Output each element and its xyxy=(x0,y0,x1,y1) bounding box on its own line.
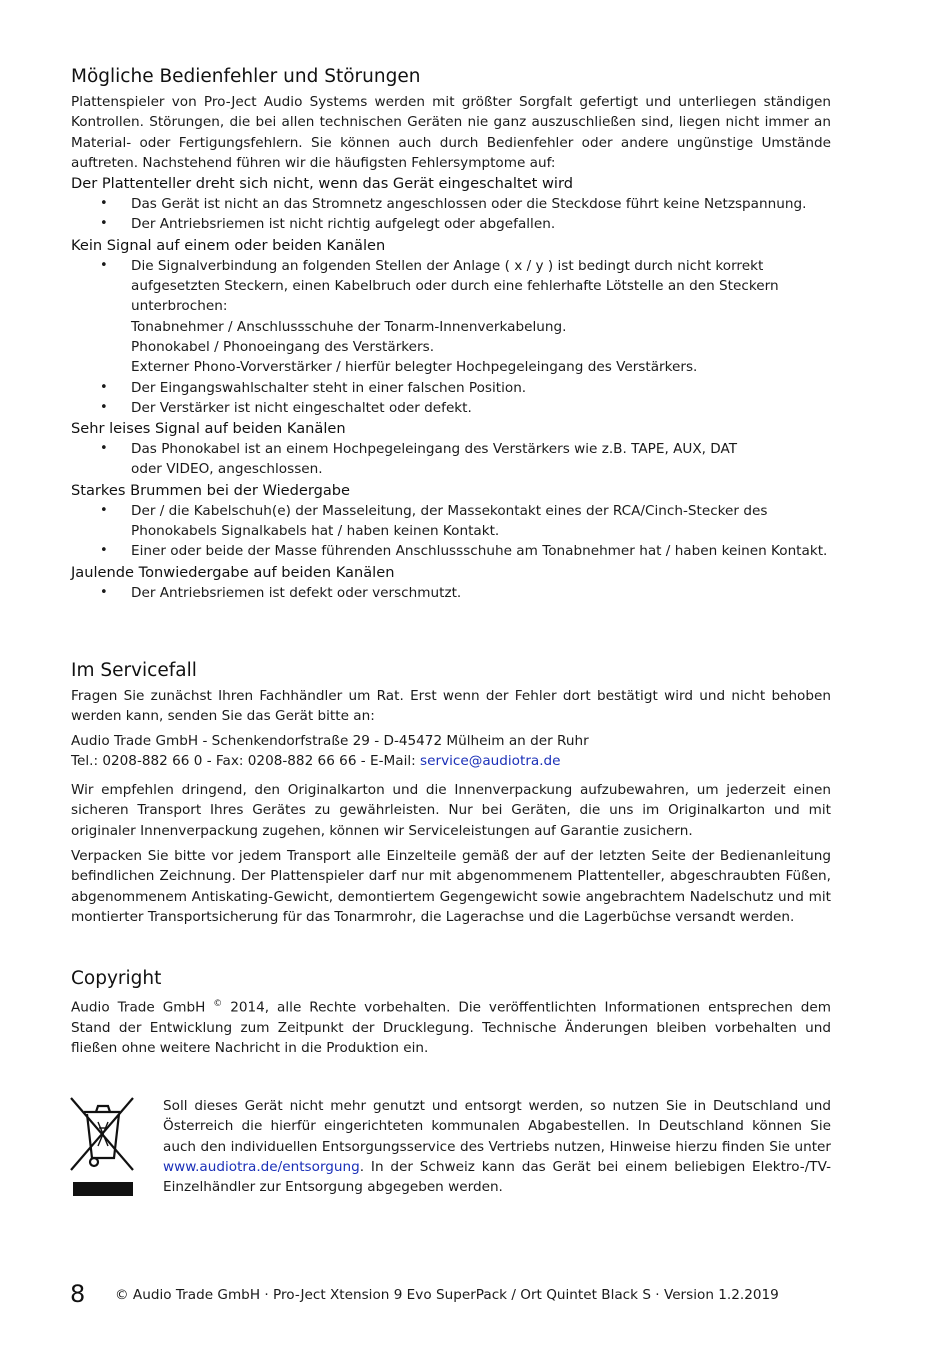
service-contact xyxy=(71,751,831,771)
cause-item xyxy=(71,398,831,418)
cause-item-line: • Der Verstärker ist nicht eingeschaltet oder defekt. xyxy=(131,399,472,416)
page-content xyxy=(71,66,831,1057)
cause-list xyxy=(71,583,831,603)
problem-list xyxy=(71,173,831,603)
cause-item xyxy=(71,194,831,214)
cause-item-line: Tonabnehmer / Anschlussschuhe der Tonarm-Innenverkabelung. xyxy=(131,318,567,335)
contact-text: Tel.: 0208-882 66 0 - Fax: 0208-882 66 66 - E-Mail: xyxy=(71,752,421,769)
cause-item xyxy=(71,256,831,378)
cause-item xyxy=(71,541,831,561)
cause-item-line: • Einer oder beide der Masse führenden Anschlussschuhe am Tonabnehmer hat / haben keinen Kontakt. xyxy=(131,543,828,560)
cause-item xyxy=(71,214,831,234)
page-footer xyxy=(70,1280,870,1310)
cause-item xyxy=(71,583,831,603)
copyright-symbol: © xyxy=(213,999,223,1009)
cause-item-line: oder VIDEO, angeschlossen. xyxy=(131,461,323,478)
problem-heading: Jaulende Tonwiedergabe auf beiden Kanälen xyxy=(71,563,395,581)
copyright-body: 2014, alle Rechte vorbehalten. Die veröffentlichten Informationen entsprechen dem Stand der Entwicklung zum Zeitpunkt der Drucklegung. Technische Änderungen bleiben vorbehalten und fließen ohne weitere Nachricht in die Produktion ein. xyxy=(71,999,831,1057)
cause-list xyxy=(71,194,831,235)
troubleshooting-section xyxy=(71,66,831,603)
disposal-notice xyxy=(68,1094,833,1204)
troubleshooting-title: Mögliche Bedienfehler und Störungen xyxy=(71,66,421,87)
problem-heading: Starkes Brummen bei der Wiedergabe xyxy=(71,481,351,499)
cause-item-line: • Das Phonokabel ist an einem Hochpegeleingang des Verstärkers wie z.B. TAPE, AUX, DAT xyxy=(131,441,738,458)
disposal-text xyxy=(163,1096,831,1197)
service-email-link[interactable]: service@audiotra.de xyxy=(420,752,561,769)
cause-item xyxy=(71,378,831,398)
service-packaging-note: Wir empfehlen dringend, den Originalkarton und die Innenverpackung aufzubewahren, um jederzeit einen sicheren Transport Ihres Gerätes zu gewährleisten. Nur bei Geräten, die uns im Originalkarton und mit originaler Innenverpackung zugehen, können wir Serviceleistungen auf Garantie zusichern. xyxy=(71,782,831,839)
service-intro: Fragen Sie zunächst Ihren Fachhändler um Rat. Erst wenn der Fehler dort bestätigt wird und nicht behoben werden kann, senden Sie das Gerät bitte an: xyxy=(71,688,831,725)
cause-item xyxy=(71,439,831,480)
cause-item-line: • Die Signalverbindung an folgenden Stellen der Anlage ( x / y ) ist bedingt durch nicht korrekt xyxy=(131,257,764,274)
troubleshooting-intro: Plattenspieler von Pro-Ject Audio Systems werden mit größter Sorgfalt gefertigt und unterliegen ständigen Kontrollen. Störungen, die bei allen technischen Geräten nie ganz auszuschließen sind, liegen nicht immer an Material- oder Fertigungsfehlern. Sie können auch durch Bedienfehler oder andere ungünstige Umstände auftreten. Nachstehend führen wir die häufigsten Fehlersymptome auf: xyxy=(71,94,831,171)
cause-item-line: Externer Phono-Vorverstärker / hierfür belegter Hochpegeleingang des Verstärkers. xyxy=(131,359,698,376)
disposal-link[interactable]: www.audiotra.de/entsorgung xyxy=(163,1158,360,1175)
problem-heading: Der Plattenteller dreht sich nicht, wenn das Gerät eingeschaltet wird xyxy=(71,175,573,193)
footer-text: © Audio Trade GmbH · Pro-Ject Xtension 9 Evo SuperPack / Ort Quintet Black S · Version 1.2.2019 xyxy=(115,1287,779,1303)
copyright-title: Copyright xyxy=(71,968,162,989)
service-transport-note: Verpacken Sie bitte vor jedem Transport alle Einzelteile gemäß der auf der letzten Seite der Bedienanleitung befindlichen Zeichnung. Der Plattenspieler darf nur mit abgenommenem Plattenteller, abgeschraubten Füßen, abgenommenem Antiskating-Gewicht, demontiertem Gegengewicht sowie angebrachtem Nadelschutz und mit montierter Transportsicherung für das Tonarmrohr, die Lagerachse und die Lagerbüchse versandt werden. xyxy=(71,848,831,925)
cause-list xyxy=(71,501,831,562)
cause-item-line: • Der Antriebsriemen ist nicht richtig aufgelegt oder abgefallen. xyxy=(131,216,556,233)
copyright-section xyxy=(71,968,831,1058)
page-number: 8 xyxy=(70,1280,86,1308)
cause-item-line: Phonokabels Signalkabels hat / haben keinen Kontakt. xyxy=(131,523,500,540)
service-title: Im Servicefall xyxy=(71,660,197,681)
cause-item-line: unterbrochen: xyxy=(131,298,228,315)
cause-list xyxy=(71,256,831,418)
cause-item-line: aufgesetzten Steckern, einen Kabelbruch oder durch eine fehlerhafte Lötstelle an den Steckern xyxy=(131,278,779,295)
service-address: Audio Trade GmbH - Schenkendorfstraße 29 - D-45472 Mülheim an der Ruhr xyxy=(71,732,589,749)
cause-item-line: Phonokabel / Phonoeingang des Verstärkers. xyxy=(131,338,435,355)
cause-item-line: • Der Eingangswahlschalter steht in einer falschen Position. xyxy=(131,379,527,396)
cause-item-line: • Das Gerät ist nicht an das Stromnetz angeschlossen oder die Steckdose führt keine Netzspannung. xyxy=(131,196,807,213)
copyright-owner: Audio Trade GmbH xyxy=(71,999,214,1016)
disposal-text-main: Soll dieses Gerät nicht mehr genutzt und entsorgt werden, so nutzen Sie in Deutschland und Österreich die hierfür eingerichteten kommunalen Abgabestellen. In Deutschland können Sie auch den individuellen Entsorgungsservice des Vertriebs nutzen, Hinweise hierzu finden Sie unter xyxy=(163,1098,831,1155)
disposal-text-end: . In der Schweiz kann das Gerät bei einem beliebigen Elektro-/TV-Einzelhändler zur Entsorgung abgegeben werden. xyxy=(163,1158,831,1196)
service-section xyxy=(71,660,831,927)
problem-heading: Kein Signal auf einem oder beiden Kanälen xyxy=(71,236,386,254)
copyright-text xyxy=(71,994,831,1058)
problem-heading: Sehr leises Signal auf beiden Kanälen xyxy=(71,420,346,438)
weee-crossed-out-bin-icon xyxy=(68,1094,136,1200)
cause-item-line: • Der / die Kabelschuh(e) der Masseleitung, der Massekontakt eines der RCA/Cinch-Stecker des xyxy=(131,502,768,519)
cause-item xyxy=(71,501,831,542)
cause-list xyxy=(71,439,831,480)
cause-item-line: • Der Antriebsriemen ist defekt oder verschmutzt. xyxy=(131,584,462,601)
